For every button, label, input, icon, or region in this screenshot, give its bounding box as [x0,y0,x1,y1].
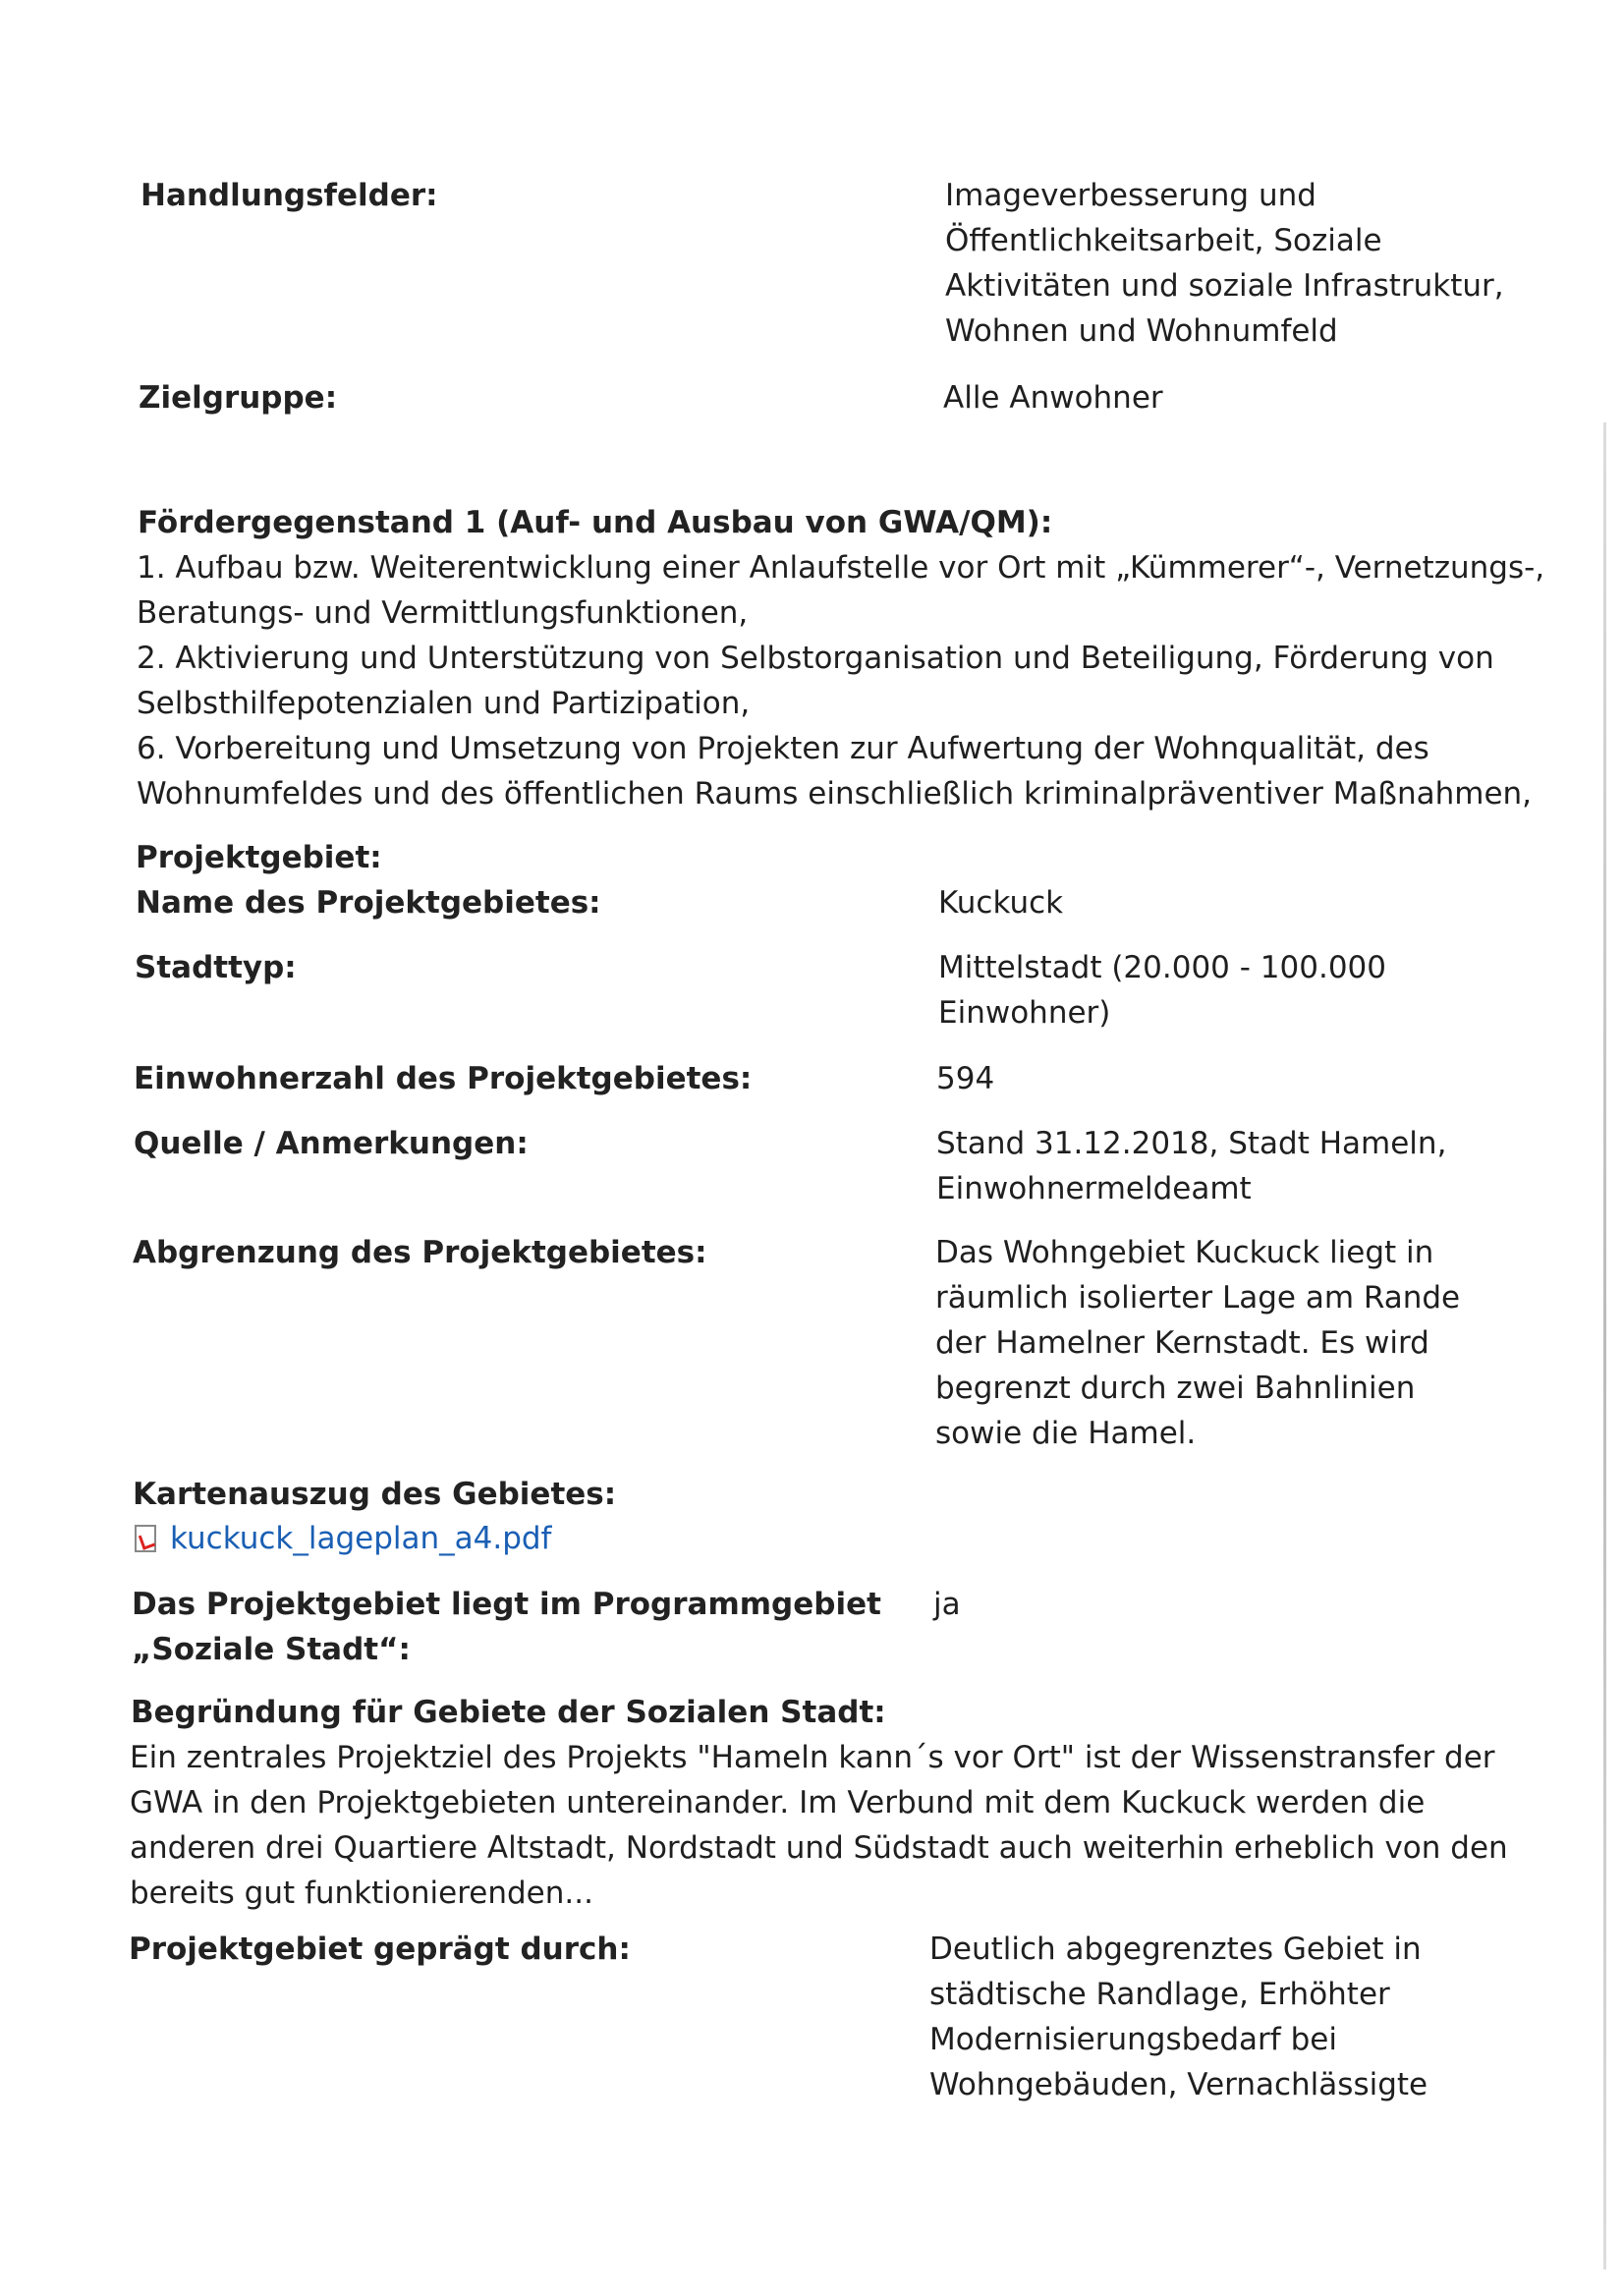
stadttyp-line: Mittelstadt (20.000 - 100.000 [938,950,1386,985]
handlungsfelder-label: Handlungsfelder: [140,178,438,213]
handlungsfelder-line: Öffentlichkeitsarbeit, Soziale [945,223,1382,258]
gepraegt-line: städtische Randlage, Erhöhter [929,1977,1390,2012]
handlungsfelder-line: Imageverbesserung und [945,178,1316,213]
foerdergegenstand-line: Beratungs- und Vermittlungsfunktionen, [137,595,749,631]
stadttyp-value [938,945,1386,1036]
programmgebiet-label [132,1582,881,1672]
pdf-link-text[interactable]: kuckuck_lageplan_a4.pdf [170,1521,552,1556]
projektgebiet-name-label: Name des Projektgebietes: [136,885,601,921]
quelle-line: Stand 31.12.2018, Stadt Hameln, [936,1126,1447,1161]
abgrenzung-line: der Hamelner Kernstadt. Es wird [935,1325,1429,1361]
scan-edge-shadow [1603,422,1606,2269]
begruendung-heading: Begründung für Gebiete der Sozialen Stadt: [131,1695,886,1730]
foerdergegenstand-line: Wohnumfeldes und des öffentlichen Raums einschließlich kriminalpräventiver Maßnahmen, [137,776,1533,812]
abgrenzung-line: räumlich isolierter Lage am Rande [935,1280,1461,1316]
foerdergegenstand-heading: Fördergegenstand 1 (Auf- und Ausbau von GWA/QM): [138,505,1053,540]
projektgebiet-name-value: Kuckuck [938,885,1064,921]
zielgruppe-label: Zielgruppe: [139,380,338,416]
begruendung-line: anderen drei Quartiere Altstadt, Nordstadt und Südstadt auch weiterhin erheblich von den [130,1830,1508,1866]
gepraegt-label: Projektgebiet geprägt durch: [129,1932,631,1967]
gepraegt-line: Deutlich abgegrenztes Gebiet in [929,1932,1422,1967]
programmgebiet-label-line: „Soziale Stadt“: [132,1632,411,1667]
einwohnerzahl-value: 594 [936,1061,995,1096]
foerdergegenstand-line: 1. Aufbau bzw. Weiterentwicklung einer Anlaufstelle vor Ort mit „Kümmerer“-, Vernetzungs-, [137,550,1545,586]
gepraegt-line: Wohngebäuden, Vernachlässigte [929,2067,1428,2102]
pdf-file-icon [135,1525,156,1552]
foerdergegenstand-line: Selbsthilfepotenzialen und Partizipation, [137,686,751,721]
foerdergegenstand-line: 6. Vorbereitung und Umsetzung von Projekten zur Aufwertung der Wohnqualität, des [137,731,1429,766]
stadttyp-label: Stadttyp: [135,950,297,985]
gepraegt-value [929,1927,1428,2107]
begruendung-line: Ein zentrales Projektziel des Projekts "Hameln kann´s vor Ort" ist der Wissenstransfer der [130,1740,1495,1775]
gepraegt-line: Modernisierungsbedarf bei [929,2022,1337,2057]
abgrenzung-line: sowie die Hamel. [935,1416,1197,1451]
abgrenzung-label: Abgrenzung des Projektgebietes: [133,1235,707,1270]
handlungsfelder-value [945,173,1504,354]
quelle-value [936,1121,1446,1211]
einwohnerzahl-label: Einwohnerzahl des Projektgebietes: [134,1061,753,1096]
programmgebiet-value: ja [933,1587,961,1622]
abgrenzung-line: Das Wohngebiet Kuckuck liegt in [935,1235,1434,1270]
programmgebiet-label-line: Das Projektgebiet liegt im Programmgebiet [132,1587,881,1622]
begruendung-line: GWA in den Projektgebieten untereinander. Im Verbund mit dem Kuckuck werden die [130,1785,1426,1820]
quelle-label: Quelle / Anmerkungen: [134,1126,529,1161]
handlungsfelder-line: Aktivitäten und soziale Infrastruktur, [945,268,1504,304]
pdf-download-link[interactable] [135,1516,551,1561]
begruendung-line: bereits gut funktionierenden... [130,1876,593,1911]
projektgebiet-heading: Projektgebiet: [136,840,382,875]
zielgruppe-value: Alle Anwohner [943,380,1163,416]
stadttyp-line: Einwohner) [938,995,1111,1031]
abgrenzung-value [935,1230,1460,1456]
foerdergegenstand-text [137,545,1544,816]
abgrenzung-line: begrenzt durch zwei Bahnlinien [935,1371,1416,1406]
kartenauszug-label: Kartenauszug des Gebietes: [133,1477,617,1512]
begruendung-text [130,1735,1508,1916]
foerdergegenstand-line: 2. Aktivierung und Unterstützung von Selbstorganisation und Beteiligung, Förderung von [137,641,1494,676]
quelle-line: Einwohnermeldeamt [936,1171,1252,1206]
handlungsfelder-line: Wohnen und Wohnumfeld [945,313,1338,349]
